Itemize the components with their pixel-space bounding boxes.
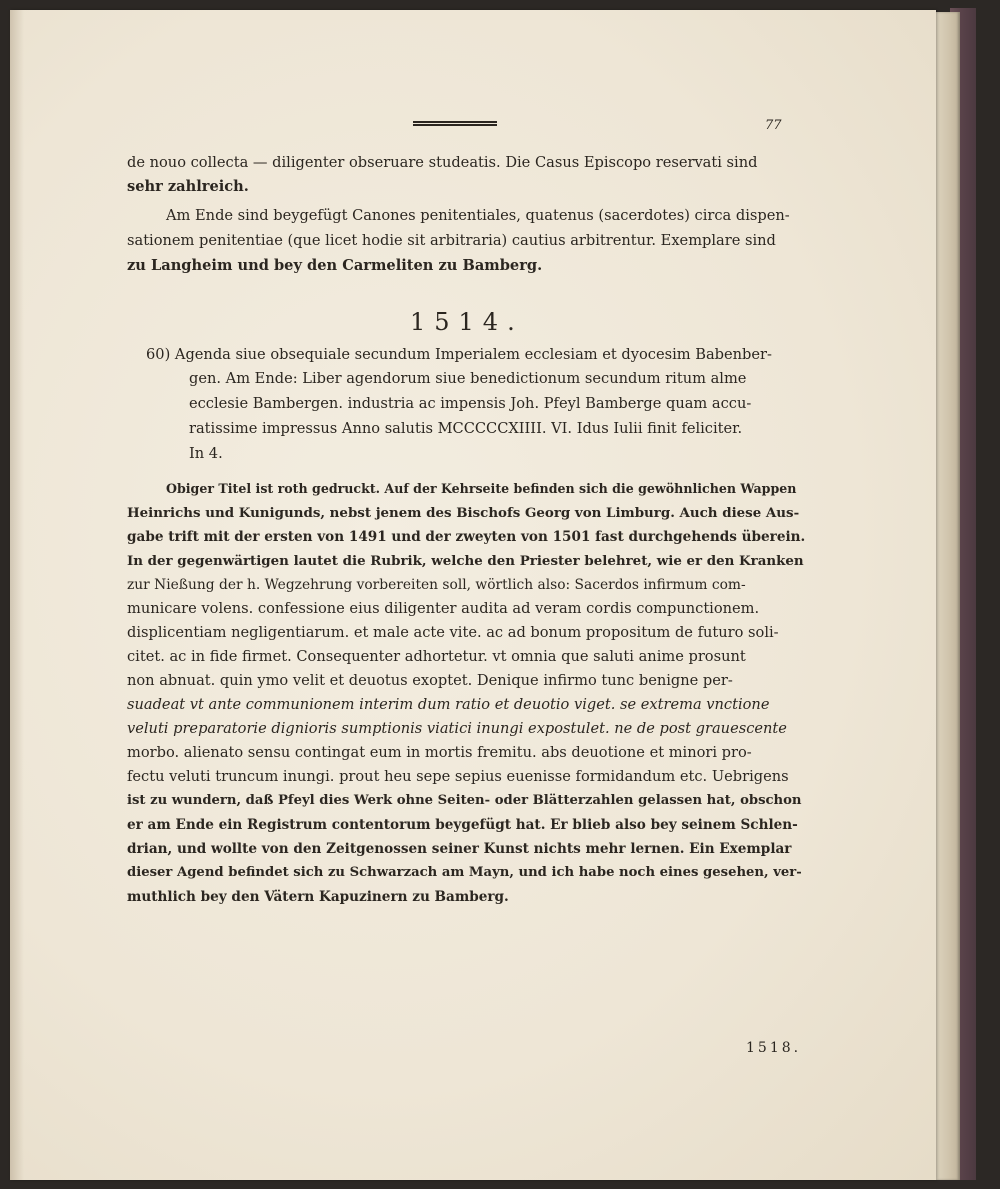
body-line: citet. ac in fide firmet. Consequenter adhortetur. vt omnia que saluti anime prosunt bbox=[127, 648, 746, 665]
intro-line: de nouo collecta — diligenter obseruare studeatis. Die Casus Episcopo reservati sind bbox=[127, 154, 758, 171]
body-line: muthlich bey den Vätern Kapuzinern zu Bamberg. bbox=[127, 889, 509, 905]
body-line: morbo. alienato sensu contingat eum in mortis fremitu. abs deuotione et minori pro- bbox=[127, 744, 752, 761]
body-line: municare volens. confessione eius diligenter audita ad veram cordis compunctionem. bbox=[127, 600, 760, 617]
body-line: zur Nießung der h. Wegzehrung vorbereiten soll, wörtlich also: Sacerdos infirmum com- bbox=[127, 577, 746, 593]
body-line: gabe trift mit der ersten von 1491 und der zweyten von 1501 fast durchgehends überein. bbox=[127, 529, 806, 545]
entry-line: gen. Am Ende: Liber agendorum siue benedictionum secundum ritum alme bbox=[189, 370, 747, 387]
intro-line: sehr zahlreich. bbox=[127, 178, 249, 195]
entry-line: ratissime impressus Anno salutis MCCCCCXIIII. VI. Idus Iulii finit feliciter. bbox=[189, 420, 743, 437]
entry-line: In 4. bbox=[189, 445, 223, 462]
body-line: displicentiam negligentiarum. et male acte vite. ac ad bonum propositum de futuro soli- bbox=[127, 624, 779, 641]
body-line: ist zu wundern, daß Pfeyl dies Werk ohne Seiten- oder Blätterzahlen gelassen hat, obschon bbox=[127, 793, 802, 808]
page-number: 77 bbox=[765, 118, 782, 133]
body-line: non abnuat. quin ymo velit et deuotus exoptet. Denique infirmo tunc benigne per- bbox=[127, 672, 733, 689]
entry-line: 60) Agenda siue obsequiale secundum Imperialem ecclesiam et dyocesim Babenber- bbox=[146, 346, 772, 363]
header-double-rule bbox=[413, 121, 497, 126]
intro-line: zu Langheim und bey den Carmeliten zu Bamberg. bbox=[127, 257, 543, 274]
catchword: 1518. bbox=[746, 1040, 802, 1056]
body-line: Heinrichs und Kunigunds, nebst jenem des Bischofs Georg von Limburg. Auch diese Aus- bbox=[127, 505, 800, 521]
body-line: drian, und wollte von den Zeitgenossen seiner Kunst nichts mehr lernen. Ein Exemplar bbox=[127, 841, 792, 857]
intro-line: sationem penitentiae (que licet hodie sit arbitraria) cautius arbitrentur. Exemplare sind bbox=[127, 232, 776, 249]
entry-line: ecclesie Bambergen. industria ac impensis Joh. Pfeyl Bamberge quam accu- bbox=[189, 395, 752, 412]
body-line: suadeat vt ante communionem interim dum ratio et deuotio viget. se extrema vnctione bbox=[127, 696, 770, 713]
intro-line: Am Ende sind beygefügt Canones penitentiales, quatenus (sacerdotes) circa dispen- bbox=[166, 207, 790, 224]
body-line: veluti preparatorie dignioris sumptionis viatici inungi expostulet. ne de post grauescente bbox=[127, 720, 787, 737]
body-line: er am Ende ein Registrum contentorum beygefügt hat. Er blieb also bey seinem Schlen- bbox=[127, 817, 798, 833]
page-gutter-shadow bbox=[10, 10, 24, 1180]
year-heading: 1514. bbox=[410, 308, 524, 336]
body-line: dieser Agend befindet sich zu Schwarzach am Mayn, und ich habe noch eines gesehen, ver- bbox=[127, 865, 802, 880]
body-line: In der gegenwärtigen lautet die Rubrik, welche den Priester belehret, wie er den Kranken bbox=[127, 553, 804, 569]
body-line: Obiger Titel ist roth gedruckt. Auf der Kehrseite befinden sich die gewöhnlichen Wappen bbox=[166, 481, 797, 496]
body-line: fectu veluti truncum inungi. prout heu sepe sepius euenisse formidandum etc. Uebrigens bbox=[127, 768, 789, 785]
